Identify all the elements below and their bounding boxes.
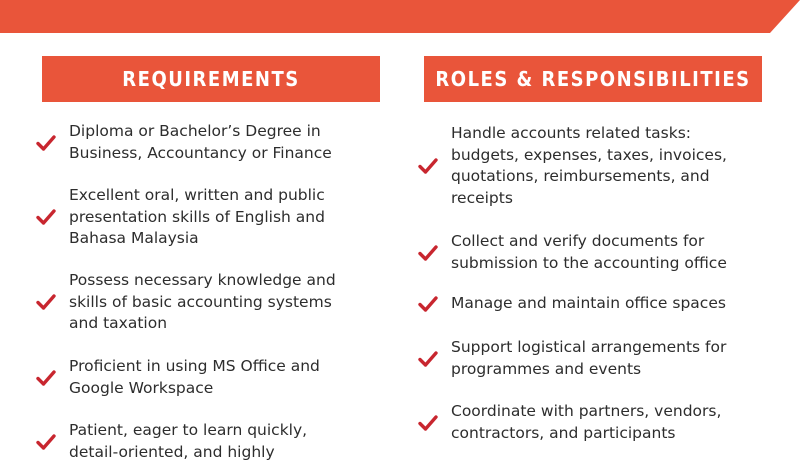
requirement-text: Proficient in using MS Office and Google Workspace — [69, 357, 320, 397]
responsibility-text: Support logistical arrangements for programmes and events — [451, 338, 727, 378]
checkmark-icon — [35, 291, 57, 313]
checkmark-icon — [35, 431, 57, 453]
checkmark-icon — [417, 155, 439, 177]
requirement-item — [35, 356, 380, 399]
responsibility-item — [417, 401, 777, 444]
responsibility-item — [417, 231, 777, 274]
requirement-text: Excellent oral, written and public presentation skills of English and Bahasa Malaysia — [69, 186, 325, 247]
checkmark-icon — [35, 132, 57, 154]
requirement-item — [35, 420, 380, 463]
checkmark-icon — [417, 242, 439, 264]
requirement-item — [35, 121, 380, 164]
responsibility-text: Collect and verify documents for submission to the accounting office — [451, 232, 727, 272]
responsibility-item — [417, 293, 777, 315]
requirements-header: REQUIREMENTS — [42, 56, 380, 102]
checkmark-icon — [35, 206, 57, 228]
requirement-text: Diploma or Bachelor’s Degree in Business, Accountancy or Finance — [69, 122, 332, 162]
checkmark-icon — [417, 348, 439, 370]
requirement-text: Patient, eager to learn quickly, detail-oriented, and highly — [69, 421, 308, 461]
checkmark-icon — [35, 367, 57, 389]
checkmark-icon — [417, 412, 439, 434]
responsibility-item — [417, 123, 777, 209]
responsibility-text: Coordinate with partners, vendors, contractors, and participants — [451, 402, 722, 442]
responsibilities-header: ROLES & RESPONSIBILITIES — [424, 56, 762, 102]
requirement-item — [35, 185, 380, 250]
top-banner — [0, 0, 800, 33]
responsibility-text: Manage and maintain office spaces — [451, 294, 726, 313]
responsibility-text: Handle accounts related tasks: budgets, expenses, taxes, invoices, quotations, reimbursements, and receipts — [451, 124, 727, 207]
checkmark-icon — [417, 293, 439, 315]
responsibility-item — [417, 337, 777, 380]
requirement-item — [35, 270, 380, 335]
requirement-text: Possess necessary knowledge and skills of basic accounting systems and taxation — [69, 271, 336, 332]
